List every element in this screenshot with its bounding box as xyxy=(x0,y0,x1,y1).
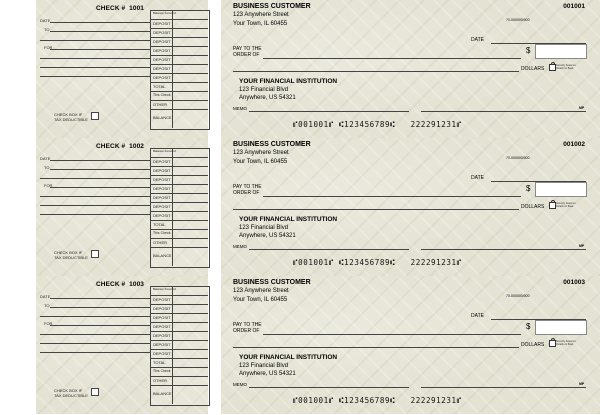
stub-date-line xyxy=(50,160,150,161)
amount-words-line xyxy=(233,347,519,348)
stub-deposit-label: DEPOSIT xyxy=(153,297,171,302)
payee-line xyxy=(263,334,521,335)
stub-for-line xyxy=(50,325,150,326)
security-note-1: Security Features xyxy=(556,202,576,205)
stub-deposit-label: DEPOSIT xyxy=(153,168,171,173)
pay-to-label-1: PAY TO THE xyxy=(233,322,262,328)
stub-check-label: CHECK # xyxy=(96,143,128,150)
ledger-line xyxy=(150,247,208,248)
memo-line xyxy=(249,387,409,388)
ledger-line xyxy=(150,55,208,56)
check-number: 001002 xyxy=(563,141,585,148)
ledger-line xyxy=(150,367,208,368)
stub-date-label: DATE xyxy=(40,294,51,299)
customer-address-2: Your Town, IL 60455 xyxy=(233,21,288,27)
ledger-line xyxy=(150,82,208,83)
customer-name: BUSINESS CUSTOMER xyxy=(233,141,311,148)
check-body xyxy=(221,276,600,414)
stub-this-check-label: This Check xyxy=(153,231,171,235)
amount-box[interactable] xyxy=(535,320,587,335)
mp-mark: MP xyxy=(579,382,585,386)
stub-to-line xyxy=(50,169,150,170)
date-label: DATE xyxy=(471,37,484,43)
stub-line xyxy=(40,196,150,197)
stub-balance-forward-label: Balance Forward xyxy=(153,11,176,15)
stub-deposit-label: DEPOSIT xyxy=(153,57,171,62)
stub-this-check-label: This Check xyxy=(153,93,171,97)
memo-label: MEMO xyxy=(233,244,247,249)
stub-check-number: 1003 xyxy=(129,281,145,288)
check-row-2 xyxy=(0,138,600,276)
stub-line xyxy=(40,205,150,206)
stub-other-label: OTHER xyxy=(153,240,167,245)
stub-deposit-label: DEPOSIT xyxy=(153,324,171,329)
stub-tax-label-2: TAX DEDUCTIBLE xyxy=(54,255,88,260)
ledger-line xyxy=(150,91,208,92)
security-note-1: Security Features xyxy=(556,64,576,67)
ledger-line xyxy=(150,340,208,341)
check-stub xyxy=(36,276,208,414)
tax-deductible-checkbox[interactable] xyxy=(91,250,99,258)
stub-for-line xyxy=(50,49,150,50)
stub-date-line xyxy=(50,22,150,23)
payee-line xyxy=(263,196,521,197)
tax-deductible-checkbox[interactable] xyxy=(91,388,99,396)
stub-to-line xyxy=(50,31,150,32)
customer-name: BUSINESS CUSTOMER xyxy=(233,279,311,286)
ledger-line xyxy=(150,157,208,158)
stub-to-label: TO xyxy=(44,27,50,32)
memo-line xyxy=(249,249,409,250)
stub-deposit-label: DEPOSIT xyxy=(153,213,171,218)
customer-address-2: Your Town, IL 60455 xyxy=(233,159,288,165)
stub-title xyxy=(96,5,144,12)
security-note xyxy=(556,64,576,70)
signature-line xyxy=(421,249,586,250)
stub-check-label: CHECK # xyxy=(96,281,128,288)
security-note xyxy=(556,202,576,208)
stub-deposit-label: DEPOSIT xyxy=(153,315,171,320)
check-row-3 xyxy=(0,276,600,414)
stub-line xyxy=(40,58,150,59)
ledger-line xyxy=(150,109,208,110)
stub-line xyxy=(40,316,150,317)
stub-title xyxy=(96,281,144,288)
routing-fraction: 70-000000/000 xyxy=(506,18,530,22)
ledger-line xyxy=(150,64,208,65)
micr-line: ⑈001001⑈ ⑆123456789⑆ 222291231⑈ xyxy=(293,396,462,405)
stub-check-number: 1002 xyxy=(129,143,145,150)
pay-to-label-2: ORDER OF xyxy=(233,328,260,334)
stub-line xyxy=(40,178,150,179)
stub-date-line xyxy=(50,298,150,299)
stub-line xyxy=(40,40,150,41)
mp-mark: MP xyxy=(579,106,585,110)
amount-words-line xyxy=(233,71,519,72)
customer-address-1: 123 Anywhere Street xyxy=(233,150,289,156)
ledger-line xyxy=(150,211,208,212)
stub-line xyxy=(40,352,150,353)
stub-check-number: 1001 xyxy=(129,5,145,12)
stub-this-check-label: This Check xyxy=(153,369,171,373)
check-body xyxy=(221,0,600,138)
stub-deposit-label: DEPOSIT xyxy=(153,177,171,182)
routing-fraction: 70-000000/000 xyxy=(506,156,530,160)
ledger-line xyxy=(150,202,208,203)
memo-line xyxy=(249,111,409,112)
ledger-line xyxy=(150,37,208,38)
bank-address-2: Anywhere, US 54321 xyxy=(239,95,296,101)
customer-address-2: Your Town, IL 60455 xyxy=(233,297,288,303)
stub-title xyxy=(96,143,144,150)
bank-address-1: 123 Financial Blvd xyxy=(239,87,289,93)
ledger-line xyxy=(150,349,208,350)
ledger-line xyxy=(150,322,208,323)
check-stub xyxy=(36,0,208,138)
stub-to-label: TO xyxy=(44,165,50,170)
check-number: 001001 xyxy=(563,3,585,10)
stub-deposit-label: DEPOSIT xyxy=(153,21,171,26)
stub-for-label: FOR xyxy=(44,321,53,326)
ledger-line xyxy=(150,184,208,185)
date-label: DATE xyxy=(471,175,484,181)
dollar-sign: $ xyxy=(526,322,531,331)
dollar-sign: $ xyxy=(526,184,531,193)
security-note xyxy=(556,340,576,346)
ledger-line xyxy=(150,166,208,167)
pay-to-label-1: PAY TO THE xyxy=(233,184,262,190)
pay-to-label-1: PAY TO THE xyxy=(233,46,262,52)
stub-for-label: FOR xyxy=(44,45,53,50)
micr-line: ⑈001001⑈ ⑆123456789⑆ 222291231⑈ xyxy=(293,120,462,129)
security-note-2: Details on Back xyxy=(556,205,574,208)
bank-address-2: Anywhere, US 54321 xyxy=(239,233,296,239)
stub-deposit-label: DEPOSIT xyxy=(153,333,171,338)
stub-date-label: DATE xyxy=(40,156,51,161)
check-stub xyxy=(36,138,208,276)
stub-line xyxy=(40,334,150,335)
bank-name: YOUR FINANCIAL INSTITUTION xyxy=(239,216,338,223)
stub-deposit-label: DEPOSIT xyxy=(153,306,171,311)
stub-deposit-label: DEPOSIT xyxy=(153,204,171,209)
stub-line xyxy=(40,343,150,344)
stub-line xyxy=(40,214,150,215)
pay-to-label-2: ORDER OF xyxy=(233,52,260,58)
payee-line xyxy=(263,58,521,59)
stub-balance-label: BALANCE xyxy=(153,115,172,120)
stub-line xyxy=(40,67,150,68)
stub-deposit-label: DEPOSIT xyxy=(153,159,171,164)
dollars-label: DOLLARS xyxy=(521,66,545,72)
routing-fraction: 70-000000/000 xyxy=(506,294,530,298)
check-row-1 xyxy=(0,0,600,138)
ledger-line xyxy=(150,175,208,176)
bank-name: YOUR FINANCIAL INSTITUTION xyxy=(239,354,338,361)
ledger-line xyxy=(150,385,208,386)
stub-total-label: TOTAL xyxy=(153,84,166,89)
amount-box[interactable] xyxy=(535,44,587,59)
micr-line: ⑈001001⑈ ⑆123456789⑆ 222291231⑈ xyxy=(293,258,462,267)
stub-for-label: FOR xyxy=(44,183,53,188)
tax-deductible-checkbox[interactable] xyxy=(91,112,99,120)
stub-balance-forward-label: Balance Forward xyxy=(153,149,176,153)
stub-deposit-label: DEPOSIT xyxy=(153,48,171,53)
stub-deposit-label: DEPOSIT xyxy=(153,342,171,347)
stub-check-label: CHECK # xyxy=(96,5,128,12)
stub-tax-label-2: TAX DEDUCTIBLE xyxy=(54,117,88,122)
ledger-line xyxy=(150,220,208,221)
ledger-line xyxy=(150,46,208,47)
stub-line xyxy=(40,76,150,77)
stub-tax-label-1: CHECK BOX IF xyxy=(54,112,83,117)
ledger-line xyxy=(150,376,208,377)
amount-box[interactable] xyxy=(535,182,587,197)
lock-icon xyxy=(549,64,556,71)
bank-address-1: 123 Financial Blvd xyxy=(239,225,289,231)
ledger-line xyxy=(150,313,208,314)
stub-balance-forward-label: Balance Forward xyxy=(153,287,176,291)
ledger-line xyxy=(150,193,208,194)
dollars-label: DOLLARS xyxy=(521,342,545,348)
stub-date-label: DATE xyxy=(40,18,51,23)
ledger-line xyxy=(150,295,208,296)
mp-mark: MP xyxy=(579,244,585,248)
customer-address-1: 123 Anywhere Street xyxy=(233,288,289,294)
stub-balance-label: BALANCE xyxy=(153,253,172,258)
stub-tax-label-1: CHECK BOX IF xyxy=(54,250,83,255)
check-number: 001003 xyxy=(563,279,585,286)
stub-other-label: OTHER xyxy=(153,378,167,383)
memo-label: MEMO xyxy=(233,106,247,111)
signature-line xyxy=(421,387,586,388)
bank-address-2: Anywhere, US 54321 xyxy=(239,371,296,377)
stub-deposit-label: DEPOSIT xyxy=(153,66,171,71)
bank-name: YOUR FINANCIAL INSTITUTION xyxy=(239,78,338,85)
ledger-line xyxy=(150,304,208,305)
stub-deposit-label: DEPOSIT xyxy=(153,186,171,191)
security-note-1: Security Features xyxy=(556,340,576,343)
customer-name: BUSINESS CUSTOMER xyxy=(233,3,311,10)
stub-deposit-label: DEPOSIT xyxy=(153,75,171,80)
stub-for-line xyxy=(50,187,150,188)
ledger-line xyxy=(150,229,208,230)
stub-to-line xyxy=(50,307,150,308)
ledger-line xyxy=(150,19,208,20)
stub-deposit-label: DEPOSIT xyxy=(153,195,171,200)
stub-deposit-label: DEPOSIT xyxy=(153,351,171,356)
stub-tax-label-2: TAX DEDUCTIBLE xyxy=(54,393,88,398)
stub-tax-label-1: CHECK BOX IF xyxy=(54,388,83,393)
bank-address-1: 123 Financial Blvd xyxy=(239,363,289,369)
check-body xyxy=(221,138,600,276)
lock-icon xyxy=(549,340,556,347)
stub-deposit-label: DEPOSIT xyxy=(153,39,171,44)
ledger-line xyxy=(150,28,208,29)
lock-icon xyxy=(549,202,556,209)
stub-to-label: TO xyxy=(44,303,50,308)
ledger-line xyxy=(150,358,208,359)
ledger-line xyxy=(150,331,208,332)
signature-line xyxy=(421,111,586,112)
stub-other-label: OTHER xyxy=(153,102,167,107)
memo-label: MEMO xyxy=(233,382,247,387)
dollars-label: DOLLARS xyxy=(521,204,545,210)
security-note-2: Details on Back xyxy=(556,67,574,70)
customer-address-1: 123 Anywhere Street xyxy=(233,12,289,18)
stub-total-label: TOTAL xyxy=(153,360,166,365)
stub-deposit-label: DEPOSIT xyxy=(153,30,171,35)
ledger-line xyxy=(150,100,208,101)
ledger-line xyxy=(150,238,208,239)
security-note-2: Details on Back xyxy=(556,343,574,346)
date-label: DATE xyxy=(471,313,484,319)
stub-balance-label: BALANCE xyxy=(153,391,172,396)
amount-words-line xyxy=(233,209,519,210)
ledger-line xyxy=(150,73,208,74)
dollar-sign: $ xyxy=(526,46,531,55)
pay-to-label-2: ORDER OF xyxy=(233,190,260,196)
stub-total-label: TOTAL xyxy=(153,222,166,227)
